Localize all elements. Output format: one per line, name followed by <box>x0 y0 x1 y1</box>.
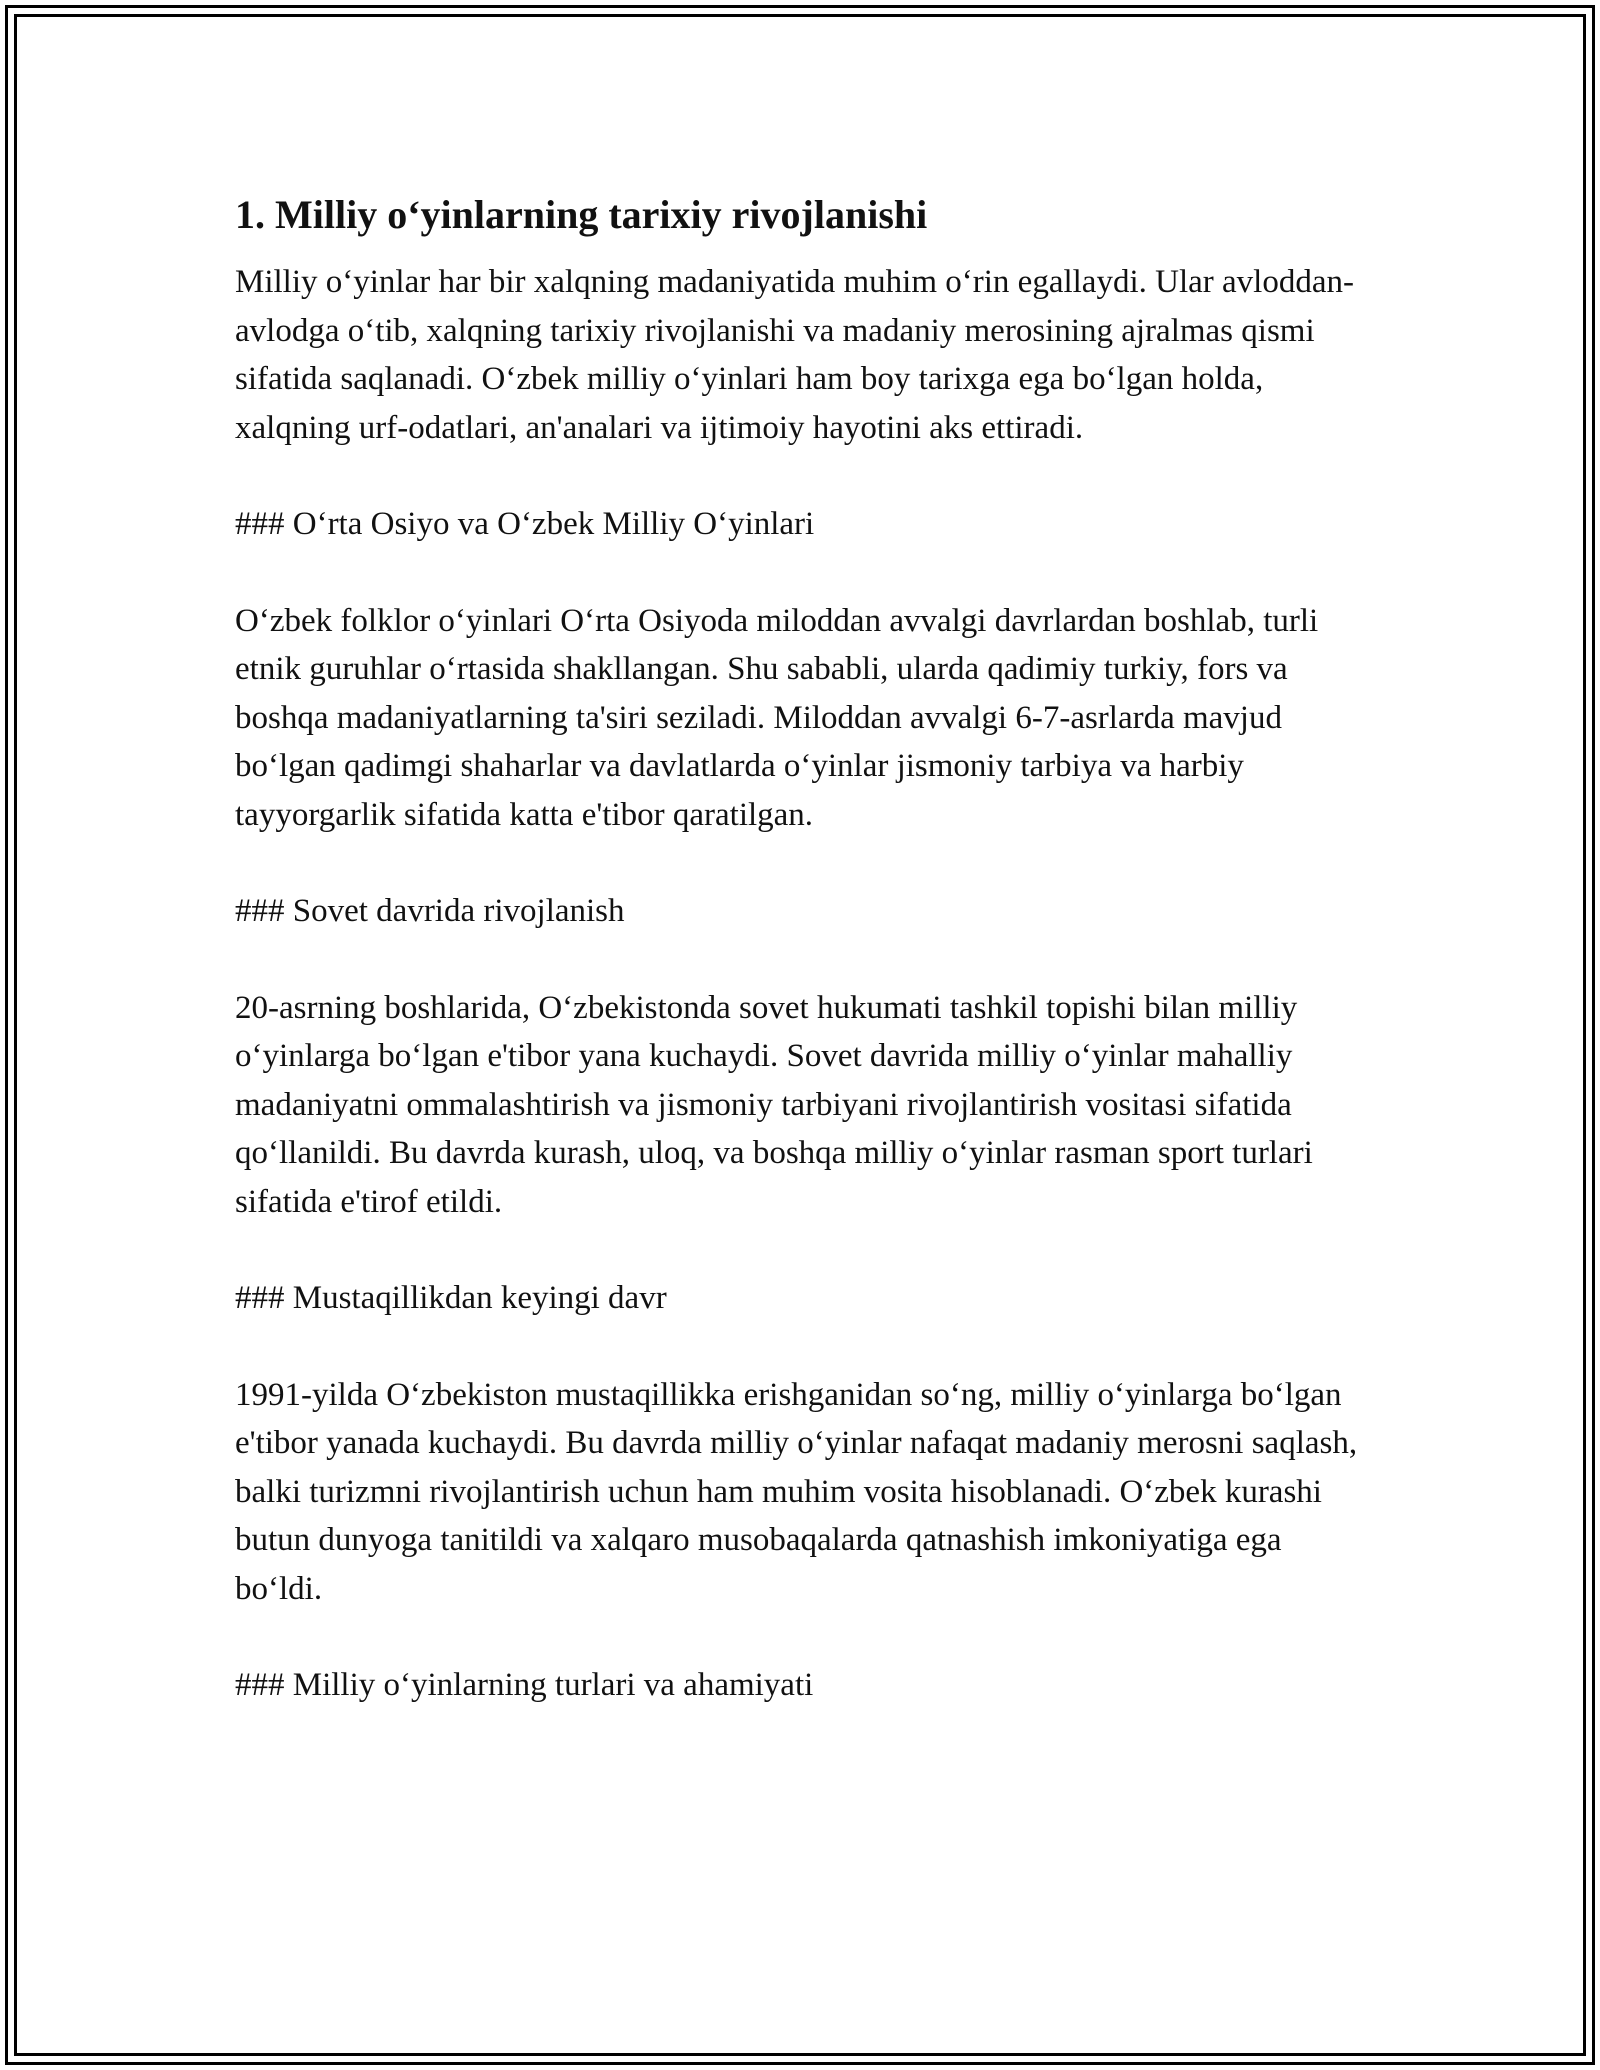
document-title: 1. Milliy o‘yinlarning tarixiy rivojlanishi <box>235 192 928 237</box>
section-heading-soviet-era: ### Sovet davrida rivojlanish <box>235 893 625 929</box>
intro-paragraph: Milliy o‘yinlar har bir xalqning madaniyatida muhim o‘rin egallaydi. Ular avloddan-avlodga o‘tib, xalqning tarixiy rivojlanishi va madaniy merosining ajralmas qismi sifatida saqlanadi. O‘zbek milliy o‘yinlari ham boy tarixga ega bo‘lgan holda, xalqning urf-odatlari, an'analari va ijtimoiy hayotini aks ettiradi. <box>235 264 1354 446</box>
section-paragraph-central-asia: O‘zbek folklor o‘yinlari O‘rta Osiyoda miloddan avvalgi davrlardan boshlab, turli etnik guruhlar o‘rtasida shakllangan. Shu sababli, ularda qadimiy turkiy, fors va boshqa madaniyatlarning ta'siri seziladi. Miloddan avvalgi 6-7-asrlarda mavjud bo‘lgan qadimgi shaharlar va davlatlarda o‘yinlar jismoniy tarbiya va harbiy tayyorgarlik sifatida katta e'tibor qaratilgan. <box>235 602 1319 833</box>
section-heading-independence: ### Mustaqillikdan keyingi davr <box>235 1280 667 1316</box>
section-heading-central-asia: ### O‘rta Osiyo va O‘zbek Milliy O‘yinlari <box>235 506 815 542</box>
section-paragraph-soviet-era: 20-asrning boshlarida, O‘zbekistonda sovet hukumati tashkil topishi bilan milliy o‘yinlarga bo‘lgan e'tibor yana kuchaydi. Sovet davrida milliy o‘yinlar mahalliy madaniyatni ommalashtirish va jismoniy tarbiyani rivojlantirish vositasi sifatida qo‘llanildi. Bu davrda kurash, uloq, va boshqa milliy o‘yinlar rasman sport turlari sifatida e'tirof etildi. <box>235 989 1313 1220</box>
section-paragraph-independence: 1991-yilda O‘zbekiston mustaqillikka erishganidan so‘ng, milliy o‘yinlarga bo‘lgan e'tibor yanada kuchaydi. Bu davrda milliy o‘yinlar nafaqat madaniy merosni saqlash, balki turizmni rivojlantirish uchun ham muhim vosita hisoblanadi. O‘zbek kurashi butun dunyoga tanitildi va xalqaro musobaqalarda qatnashish imkoniyatiga ega bo‘ldi. <box>235 1376 1358 1607</box>
document-body <box>235 188 1375 1710</box>
section-heading-game-types: ### Milliy o‘yinlarning turlari va ahamiyati <box>235 1667 814 1703</box>
